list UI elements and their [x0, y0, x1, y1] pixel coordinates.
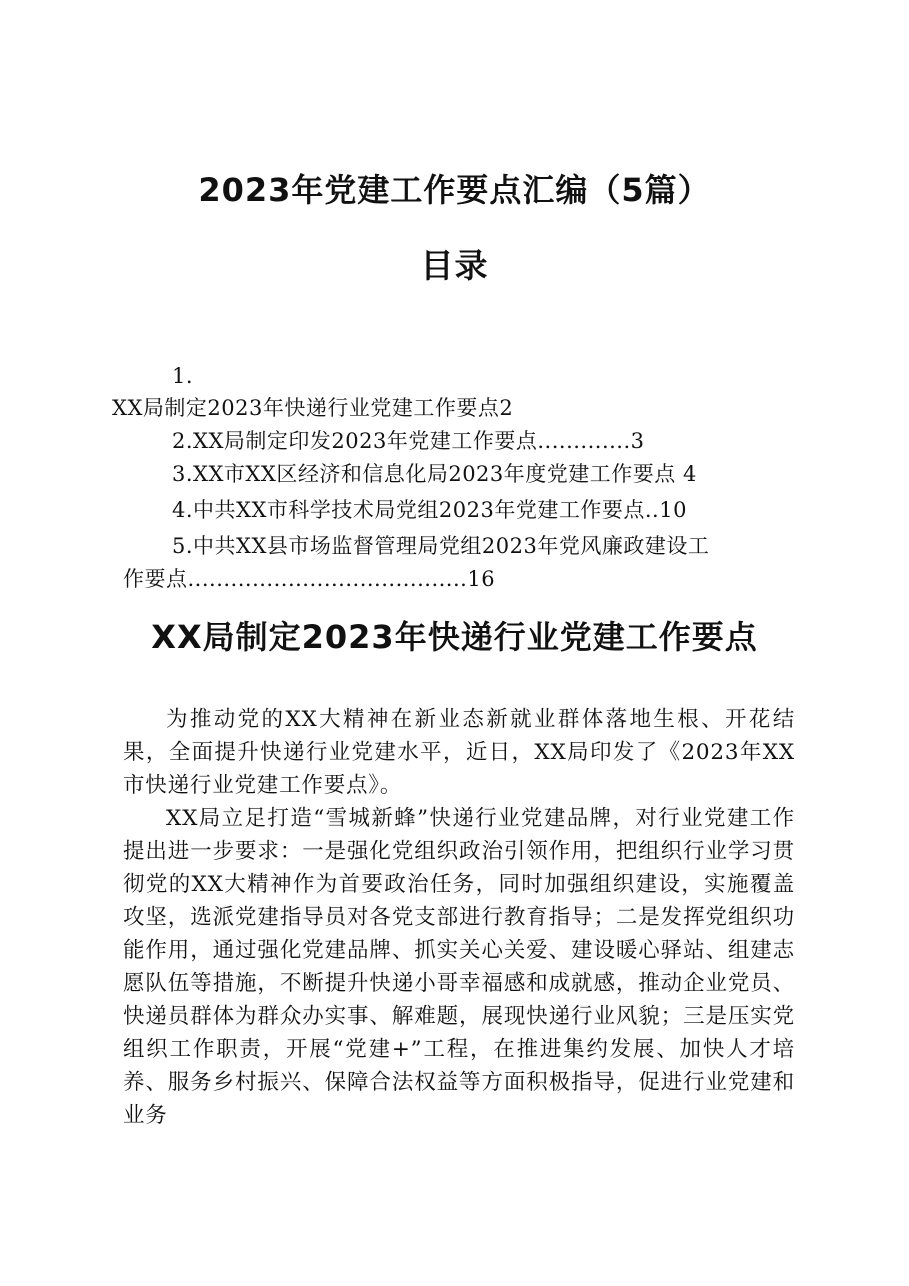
toc-entry-1-number[interactable]: 1.	[172, 364, 194, 388]
section-title: XX局制定2023年快递行业党建工作要点	[151, 618, 758, 656]
paragraph-1	[123, 703, 795, 802]
paragraph-1-text: 为推动党的XX大精神在新业态新就业群体落地生根、开花结果，全面提升快递行业党建水平，近日，XX局印发了《2023年XX市快递行业党建工作要点》。	[123, 707, 795, 798]
paragraph-2-text: XX局立足打造“雪城新蜂”快递行业党建品牌，对行业党建工作提出进一步要求：一是强化党组织政治引领作用，把组织行业学习贯彻党的XX大精神作为首要政治任务，同时加强组织建设，实施覆盖攻坚，选派党建指导员对各党支部进行教育指导；二是发挥党组织功能作用，通过强化党建品牌、抓实关心关爱、建设暖心驿站、组建志愿队伍等措施，不断提升快递小哥幸福感和成就感，推动企业党员、快递员群体为群众办实事、解难题，展现快递行业风貌；三是压实党组织工作职责，开展“党建+”工程，在推进集约发展、加快人才培养、服务乡村振兴、保障合法权益等方面积极指导，促进行业党建和业务	[123, 806, 795, 1128]
toc-heading: 目录	[420, 246, 489, 285]
toc-entry-1[interactable]: XX局制定2023年快递行业党建工作要点2	[112, 396, 514, 420]
toc-entry-5-continuation[interactable]: 作要点.......................................16	[123, 567, 496, 591]
toc-entry-2[interactable]: 2.XX局制定印发2023年党建工作要点.............3	[172, 429, 645, 453]
toc-entry-5[interactable]: 5.中共XX县市场监督管理局党组2023年党风廉政建设工	[172, 534, 710, 558]
toc-entry-4[interactable]: 4.中共XX市科学技术局党组2023年党建工作要点..10	[172, 498, 687, 522]
document-title: 2023年党建工作要点汇编（5篇）	[198, 171, 711, 209]
paragraph-2	[123, 802, 795, 1132]
toc-entry-3[interactable]: 3.XX市XX区经济和信息化局2023年度党建工作要点 4	[172, 462, 697, 486]
